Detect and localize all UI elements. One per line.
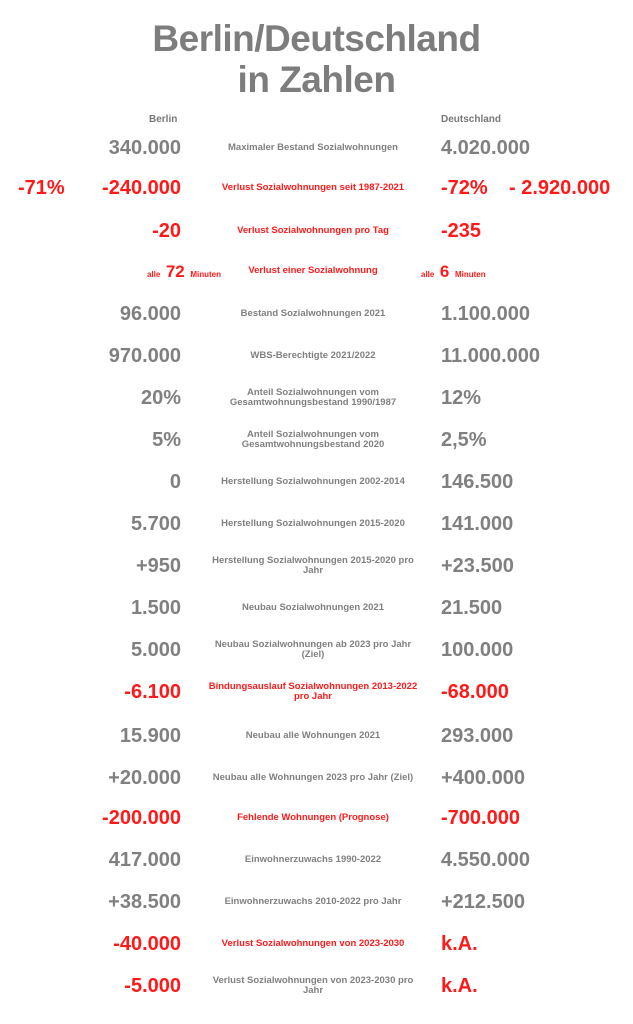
- table-row: [0, 806, 633, 830]
- table-row: [0, 176, 633, 200]
- berlin-value: 340.000: [108, 137, 181, 159]
- table-row: [0, 386, 633, 410]
- berlin-percent: -71%: [18, 177, 65, 199]
- table-row: [0, 470, 633, 494]
- deutschland-value: 21.500: [441, 597, 503, 619]
- berlin-suffix: Minuten: [190, 270, 221, 279]
- row-label: Herstellung Sozialwohnungen 2015-2020: [221, 518, 405, 529]
- berlin-value: -40.000: [113, 933, 181, 955]
- deutschland-value: 1.100.000: [441, 303, 530, 325]
- page-title-line2: in Zahlen: [237, 59, 396, 100]
- table-row: [0, 136, 633, 160]
- deutschland-value: k.A.: [441, 933, 478, 955]
- table-row: [0, 974, 633, 998]
- row-label: Fehlende Wohnungen (Prognose): [237, 812, 389, 823]
- deutschland-absolute: - 2.920.000: [509, 177, 611, 199]
- row-label: Neubau Sozialwohnungen 2021: [242, 602, 384, 613]
- deutschland-value: -68.000: [441, 681, 509, 703]
- berlin-value: 5.700: [130, 513, 181, 535]
- berlin-value: +20.000: [108, 767, 181, 789]
- berlin-number: 72: [165, 262, 185, 281]
- berlin-value: 5%: [152, 429, 181, 451]
- berlin-value: 5.000: [130, 639, 181, 661]
- table-row: [0, 428, 633, 452]
- deutschland-value: 100.000: [441, 639, 514, 661]
- row-label: Herstellung Sozialwohnungen 2002-2014: [221, 476, 405, 487]
- table-row: [0, 302, 633, 326]
- deutschland-value: -235: [441, 220, 482, 242]
- row-label: Verlust einer Sozialwohnung: [248, 265, 378, 276]
- deutschland-value: -72%: [441, 177, 488, 199]
- berlin-value: 0: [169, 471, 181, 493]
- row-label: Neubau Sozialwohnungen ab 2023 pro Jahr (Ziel): [214, 639, 412, 660]
- table-row: [0, 932, 633, 956]
- deutschland-value: +23.500: [441, 555, 514, 577]
- column-header-deutschland: Deutschland: [441, 114, 502, 125]
- row-label: Anteil Sozialwohnungen vom Gesamtwohnungsbestand 1990/1987: [229, 387, 397, 408]
- berlin-value: 970.000: [108, 345, 181, 367]
- berlin-value: 20%: [140, 387, 181, 409]
- deutschland-value: k.A.: [441, 975, 478, 997]
- berlin-value: -6.100: [124, 681, 181, 703]
- berlin-prefix: alle: [146, 270, 161, 279]
- row-label: Verlust Sozialwohnungen pro Tag: [237, 225, 389, 236]
- berlin-value: -5.000: [124, 975, 181, 997]
- deutschland-value: +400.000: [441, 767, 525, 789]
- table-row: [0, 554, 633, 578]
- deutschland-value: +212.500: [441, 891, 525, 913]
- berlin-value: -20: [152, 220, 181, 242]
- deutschland-suffix: Minuten: [454, 270, 486, 279]
- row-label: Verlust Sozialwohnungen seit 1987-2021: [221, 182, 405, 193]
- row-label: Bindungsauslauf Sozialwohnungen 2013-2022 pro Jahr: [208, 681, 418, 702]
- berlin-value: 96.000: [119, 303, 181, 325]
- deutschland-value: 12%: [441, 387, 482, 409]
- table-row: [0, 219, 633, 243]
- table-row: [0, 890, 633, 914]
- berlin-value: -240.000: [102, 177, 181, 199]
- deutschland-value: 2,5%: [441, 429, 487, 451]
- berlin-value: +950: [135, 555, 181, 577]
- table-row: [0, 344, 633, 368]
- row-label: Maximaler Bestand Sozialwohnungen: [228, 142, 398, 153]
- deutschland-value: 141.000: [441, 513, 514, 535]
- row-label: Einwohnerzuwachs 1990-2022: [244, 854, 382, 865]
- deutschland-value: 4.020.000: [441, 137, 530, 159]
- deutschland-value: [421, 259, 486, 287]
- deutschland-value: 11.000.000: [441, 345, 540, 367]
- berlin-value: +38.500: [108, 891, 181, 913]
- column-header-berlin: Berlin: [149, 114, 178, 125]
- row-label: Bestand Sozialwohnungen 2021: [240, 308, 386, 319]
- row-label: Herstellung Sozialwohnungen 2015-2020 pro Jahr: [212, 555, 414, 576]
- table-row: [0, 259, 633, 283]
- deutschland-value: 293.000: [441, 725, 514, 747]
- berlin-value: 417.000: [108, 849, 181, 871]
- table-row: [0, 680, 633, 704]
- deutschland-number: 6: [439, 262, 450, 281]
- table-row: [0, 596, 633, 620]
- berlin-value: 15.900: [119, 725, 181, 747]
- page-title-line1: Berlin/Deutschland: [152, 18, 481, 59]
- row-label: Einwohnerzuwachs 2010-2022 pro Jahr: [224, 896, 402, 907]
- row-label: Verlust Sozialwohnungen von 2023-2030 pro Jahr: [212, 975, 414, 996]
- berlin-value: -200.000: [102, 807, 181, 829]
- row-label: WBS-Berechtigte 2021/2022: [250, 350, 376, 361]
- row-label: Neubau alle Wohnungen 2023 pro Jahr (Ziel): [212, 772, 414, 783]
- deutschland-value: -700.000: [441, 807, 520, 829]
- row-label: Verlust Sozialwohnungen von 2023-2030: [221, 938, 405, 949]
- table-row: [0, 848, 633, 872]
- deutschland-prefix: alle: [421, 270, 435, 279]
- row-label: Anteil Sozialwohnungen vom Gesamtwohnungsbestand 2020: [241, 429, 385, 450]
- table-row: [0, 512, 633, 536]
- table-row: [0, 766, 633, 790]
- table-row: [0, 638, 633, 662]
- deutschland-value: 146.500: [441, 471, 514, 493]
- deutschland-value: 4.550.000: [441, 849, 530, 871]
- table-row: [0, 724, 633, 748]
- berlin-value: 1.500: [130, 597, 181, 619]
- row-label: Neubau alle Wohnungen 2021: [245, 730, 381, 741]
